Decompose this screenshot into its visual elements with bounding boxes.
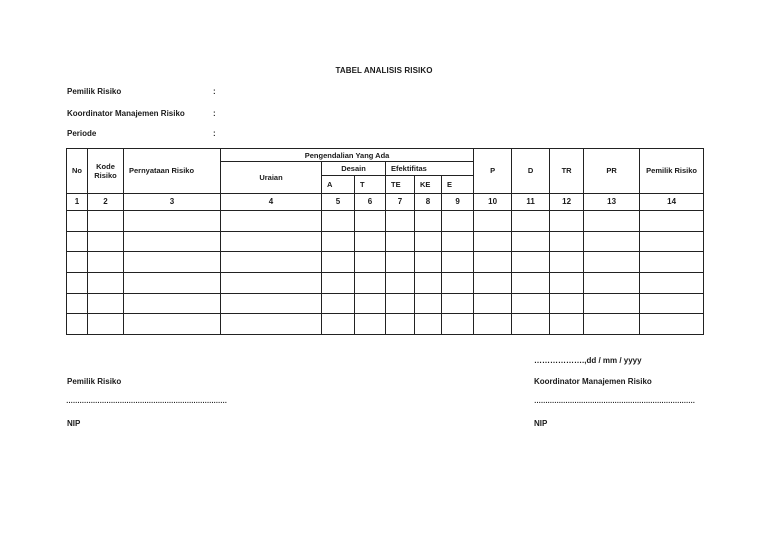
column-number: 10 xyxy=(474,193,512,210)
table-cell[interactable] xyxy=(442,210,474,231)
table-row xyxy=(67,252,704,273)
table-cell[interactable] xyxy=(512,231,550,252)
table-cell[interactable] xyxy=(355,231,386,252)
table-cell[interactable] xyxy=(322,272,355,293)
meta-label: Periode xyxy=(67,129,97,138)
table-cell[interactable] xyxy=(584,293,640,314)
table-cell[interactable] xyxy=(550,272,584,293)
header-pengendalian: Pengendalian Yang Ada xyxy=(221,149,474,162)
table-cell[interactable] xyxy=(474,252,512,273)
table-cell[interactable] xyxy=(550,210,584,231)
meta-label: Koordinator Manajemen Risiko xyxy=(67,109,185,118)
table-cell[interactable] xyxy=(67,314,88,335)
meta-periode xyxy=(67,129,216,138)
table-cell[interactable] xyxy=(442,293,474,314)
table-row xyxy=(67,314,704,335)
table-cell[interactable] xyxy=(221,293,322,314)
header-row-1 xyxy=(67,149,704,162)
column-number: 12 xyxy=(550,193,584,210)
column-number-row xyxy=(67,193,704,210)
left-signer-label: Pemilik Risiko xyxy=(67,377,122,386)
meta-koordinator xyxy=(67,109,216,118)
table-cell[interactable] xyxy=(640,231,704,252)
table-cell[interactable] xyxy=(474,231,512,252)
table-cell[interactable] xyxy=(550,314,584,335)
table-cell[interactable] xyxy=(322,293,355,314)
column-number: 5 xyxy=(322,193,355,210)
column-number: 7 xyxy=(386,193,415,210)
table-cell[interactable] xyxy=(442,272,474,293)
column-number: 2 xyxy=(88,193,124,210)
table-cell[interactable] xyxy=(474,293,512,314)
table-cell[interactable] xyxy=(88,252,124,273)
table-cell[interactable] xyxy=(322,231,355,252)
header-ke: KE xyxy=(415,176,442,193)
table-cell[interactable] xyxy=(322,314,355,335)
table-cell[interactable] xyxy=(355,272,386,293)
table-cell[interactable] xyxy=(386,231,415,252)
table-cell[interactable] xyxy=(386,210,415,231)
table-cell[interactable] xyxy=(386,272,415,293)
meta-label: Pemilik Risiko xyxy=(67,87,122,96)
table-cell[interactable] xyxy=(124,293,221,314)
column-number: 3 xyxy=(124,193,221,210)
table-cell[interactable] xyxy=(88,314,124,335)
table-cell[interactable] xyxy=(550,293,584,314)
table-cell[interactable] xyxy=(67,252,88,273)
meta-colon: : xyxy=(213,87,216,96)
table-cell[interactable] xyxy=(442,314,474,335)
header-pr: PR xyxy=(584,149,640,194)
left-nip-label: NIP xyxy=(67,419,81,428)
header-no: No xyxy=(67,149,88,194)
table-cell[interactable] xyxy=(67,293,88,314)
table-cell[interactable] xyxy=(67,272,88,293)
table-cell[interactable] xyxy=(584,272,640,293)
table-cell[interactable] xyxy=(415,231,442,252)
meta-colon: : xyxy=(213,109,216,118)
table-cell[interactable] xyxy=(442,252,474,273)
table-cell[interactable] xyxy=(386,293,415,314)
table-cell[interactable] xyxy=(221,210,322,231)
table-cell[interactable] xyxy=(88,210,124,231)
table-cell[interactable] xyxy=(640,210,704,231)
table-cell[interactable] xyxy=(124,272,221,293)
table-cell[interactable] xyxy=(512,314,550,335)
table-cell[interactable] xyxy=(640,293,704,314)
table-cell[interactable] xyxy=(512,252,550,273)
table-cell[interactable] xyxy=(640,252,704,273)
header-te: TE xyxy=(386,176,415,193)
table-cell[interactable] xyxy=(355,314,386,335)
risk-analysis-table xyxy=(66,148,704,335)
table-cell[interactable] xyxy=(584,252,640,273)
table-cell[interactable] xyxy=(221,231,322,252)
column-number: 6 xyxy=(355,193,386,210)
table-cell[interactable] xyxy=(640,272,704,293)
table-cell[interactable] xyxy=(415,293,442,314)
table-cell[interactable] xyxy=(355,252,386,273)
right-signer-label: Koordinator Manajemen Risiko xyxy=(534,377,652,386)
table-cell[interactable] xyxy=(124,210,221,231)
table-cell[interactable] xyxy=(415,272,442,293)
table-cell[interactable] xyxy=(386,252,415,273)
table-cell[interactable] xyxy=(550,252,584,273)
table-cell[interactable] xyxy=(442,231,474,252)
table-cell[interactable] xyxy=(322,210,355,231)
header-desain: Desain xyxy=(322,162,386,176)
table-cell[interactable] xyxy=(474,314,512,335)
header-pemilik-risiko: Pemilik Risiko xyxy=(640,149,704,194)
table-cell[interactable] xyxy=(124,314,221,335)
table-cell[interactable] xyxy=(322,252,355,273)
table-cell[interactable] xyxy=(221,314,322,335)
table-row xyxy=(67,293,704,314)
column-number: 14 xyxy=(640,193,704,210)
table-cell[interactable] xyxy=(221,272,322,293)
left-signature-line: ……………………………………………………………… xyxy=(66,398,227,405)
header-uraian: Uraian xyxy=(221,162,322,194)
column-number: 11 xyxy=(512,193,550,210)
table-cell[interactable] xyxy=(474,272,512,293)
table-cell[interactable] xyxy=(88,293,124,314)
table-cell[interactable] xyxy=(415,210,442,231)
meta-colon: : xyxy=(213,129,216,138)
table-cell[interactable] xyxy=(584,210,640,231)
table-cell[interactable] xyxy=(512,272,550,293)
table-cell[interactable] xyxy=(88,272,124,293)
table-cell[interactable] xyxy=(415,252,442,273)
header-kode-risiko: Kode Risiko xyxy=(88,149,124,194)
table-cell[interactable] xyxy=(584,314,640,335)
meta-pemilik-risiko xyxy=(67,87,216,96)
table-cell[interactable] xyxy=(386,314,415,335)
table-cell[interactable] xyxy=(124,231,221,252)
table-cell[interactable] xyxy=(88,231,124,252)
column-number: 13 xyxy=(584,193,640,210)
table-cell[interactable] xyxy=(512,293,550,314)
header-d: D xyxy=(512,149,550,194)
table-row xyxy=(67,210,704,231)
signature-date: ……………….,dd / mm / yyyy xyxy=(534,356,642,365)
table-row xyxy=(67,272,704,293)
table-cell[interactable] xyxy=(474,210,512,231)
header-efektifitas: Efektifitas xyxy=(386,162,474,176)
table-cell[interactable] xyxy=(124,252,221,273)
header-e: E xyxy=(442,176,474,193)
table-cell[interactable] xyxy=(67,210,88,231)
right-signature-line: ……………………………………………………………… xyxy=(534,398,695,405)
header-a: A xyxy=(322,176,355,193)
header-p: P xyxy=(474,149,512,194)
table-cell[interactable] xyxy=(221,252,322,273)
header-pernyataan-risiko: Pernyataan Risiko xyxy=(124,149,221,194)
table-cell[interactable] xyxy=(355,293,386,314)
table-cell[interactable] xyxy=(640,314,704,335)
column-number: 4 xyxy=(221,193,322,210)
page-title: TABEL ANALISIS RISIKO xyxy=(335,66,433,75)
right-nip-label: NIP xyxy=(534,419,548,428)
table-cell[interactable] xyxy=(512,210,550,231)
table-cell[interactable] xyxy=(584,231,640,252)
column-number: 1 xyxy=(67,193,88,210)
header-t: T xyxy=(355,176,386,193)
column-number: 9 xyxy=(442,193,474,210)
table-cell[interactable] xyxy=(550,231,584,252)
column-number: 8 xyxy=(415,193,442,210)
header-tr: TR xyxy=(550,149,584,194)
table-cell[interactable] xyxy=(67,231,88,252)
table-row xyxy=(67,231,704,252)
table-cell[interactable] xyxy=(415,314,442,335)
table-cell[interactable] xyxy=(355,210,386,231)
